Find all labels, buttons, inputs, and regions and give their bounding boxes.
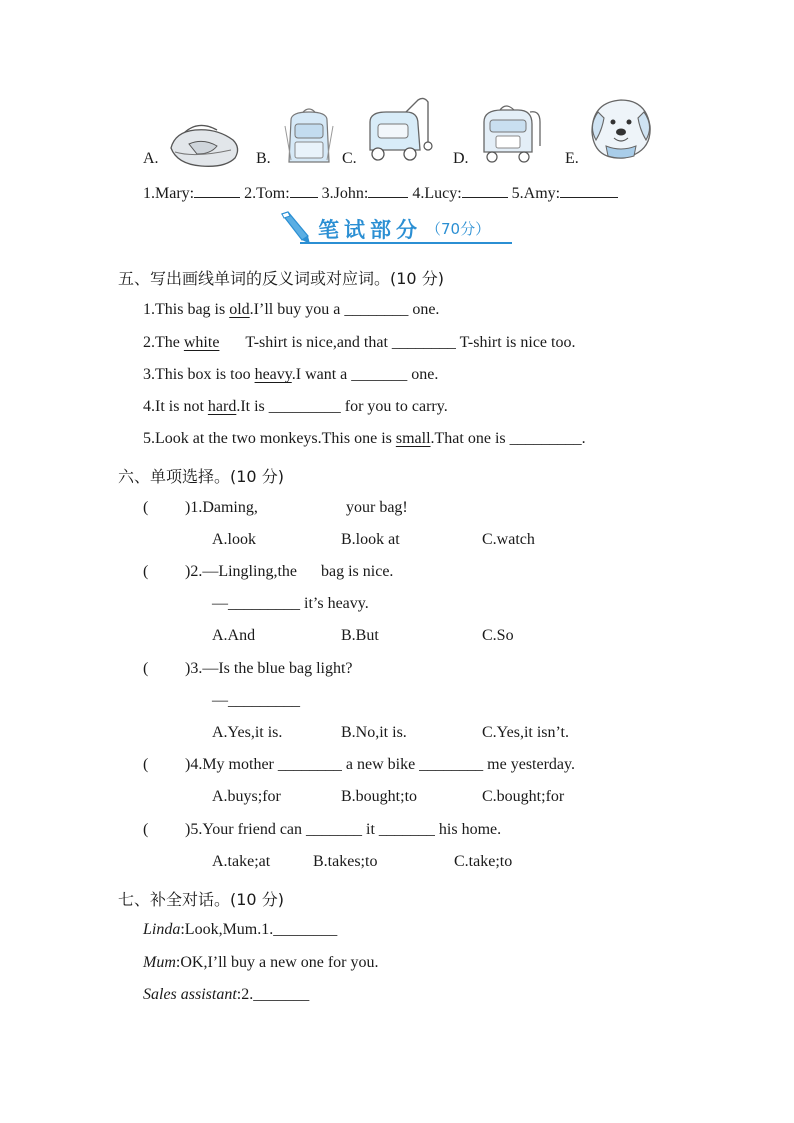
question-5-option-b[interactable]: B.takes;to [313,853,378,870]
banner-title: 笔试部分 [318,218,422,242]
rolling-bag-icon [362,96,434,166]
item-text: 4.It is not [143,398,208,415]
section5-item-4 [143,398,448,416]
question-3-stem: )3.—Is the blue bag light? [185,660,353,677]
question-5-stem: )5.Your friend can _______ it _______ his home. [185,821,502,838]
question-3-reply: —_________ [212,692,300,709]
answer-paren-5[interactable]: ( [143,821,149,838]
answer-blank-mary[interactable] [194,183,240,198]
item-text: 1.This bag is [143,301,230,318]
question-4-option-b[interactable]: B.bought;to [341,788,418,805]
question-1-stem: )1.Daming, [185,499,258,516]
matching-label-mary: 1.Mary: [143,185,195,202]
picture-letter-c: C. [342,150,357,167]
matching-label-amy: 5.Amy: [511,185,561,202]
question-3-option-c[interactable]: C.Yes,it isn’t. [482,724,569,741]
item-text: .It is _________ for you to carry. [236,398,448,415]
question-2-option-c[interactable]: C.So [482,627,514,644]
speaker-name: Sales assistant [143,986,237,1003]
picture-letter-b: B. [256,150,271,167]
section5-item-5 [143,430,586,448]
question-2-option-b[interactable]: B.But [341,627,379,644]
item-text: .I’ll buy you a ________ one. [249,301,440,318]
question-3-option-a[interactable]: A.Yes,it is. [212,724,283,741]
item-text: 2.The [143,334,184,351]
banner-underline [300,242,512,244]
dialogue-line-1 [143,921,337,939]
question-5-option-a[interactable]: A.take;at [212,853,271,870]
item-text: 3.This box is too [143,366,255,383]
underlined-word: old [229,301,250,318]
picture-letter-e: E. [565,150,579,167]
answer-blank-tom[interactable] [290,183,318,198]
pencil-icon [278,210,312,246]
matching-label-john: 3.John: [321,185,369,202]
section5-item-3 [143,366,438,384]
item-text: .That one is _________. [430,430,586,447]
question-2-reply: —_________ it’s heavy. [212,595,369,612]
underlined-word: white [183,334,220,351]
dialogue-text: :Look,Mum.1.________ [180,921,338,938]
question-4-option-c[interactable]: C.bought;for [482,788,565,805]
matching-label-tom: 2.Tom: [244,185,290,202]
question-1-option-b[interactable]: B.look at [341,531,400,548]
question-2-rest: bag is nice. [321,563,394,580]
picture-letter-a: A. [143,150,159,167]
question-1-option-a[interactable]: A.look [212,531,256,548]
question-2-option-a[interactable]: A.And [212,627,256,644]
matching-label-lucy: 4.Lucy: [412,185,462,202]
underlined-word: small [395,430,431,447]
banner-score: （70分） [426,220,491,238]
item-text: 5.Look at the two monkeys.This one is [143,430,396,447]
item-text: .I want a _______ one. [291,366,439,383]
question-1-option-c[interactable]: C.watch [482,531,535,548]
answer-paren-2[interactable]: ( [143,563,149,580]
dog-shaped-bag-icon [584,96,658,164]
answer-blank-john[interactable] [368,183,408,198]
dialogue-line-2 [143,954,379,972]
question-5-option-c[interactable]: C.take;to [454,853,513,870]
section5-heading: 五、写出画线单词的反义词或对应词。(10 分) [118,269,444,288]
dialogue-line-3 [143,986,309,1004]
question-1-rest: your bag! [346,499,408,516]
question-3-option-b[interactable]: B.No,it is. [341,724,407,741]
dialogue-text: :2._______ [236,986,310,1003]
dialogue-text: :OK,I’ll buy a new one for you. [175,954,379,971]
section5-item-1 [143,301,439,319]
section5-item-2 [143,334,575,352]
question-4-stem: )4.My mother ________ a new bike ________ me yesterday. [185,756,575,773]
matching-line [143,183,618,203]
answer-blank-lucy[interactable] [462,183,508,198]
section6-heading: 六、单项选择。(10 分) [118,467,284,486]
item-text: T-shirt is nice,and that ________ T-shirt is nice too. [245,334,576,351]
section7-heading: 七、补全对话。(10 分) [118,890,284,909]
question-2-stem: )2.—Lingling,the [185,563,297,580]
speaker-name: Linda [143,921,181,938]
question-4-option-a[interactable]: A.buys;for [212,788,281,805]
picture-letter-d: D. [453,150,469,167]
grey-drawstring-bag-icon [165,118,243,170]
answer-paren-3[interactable]: ( [143,660,149,677]
underlined-word: heavy [254,366,292,383]
underlined-word: hard [207,398,237,415]
light-blue-backpack-icon [281,106,337,168]
answer-paren-4[interactable]: ( [143,756,149,773]
answer-blank-amy[interactable] [560,183,618,198]
answer-paren-1[interactable]: ( [143,499,149,516]
speaker-name: Mum [143,954,176,971]
school-bag-with-wheels-icon [474,100,546,166]
